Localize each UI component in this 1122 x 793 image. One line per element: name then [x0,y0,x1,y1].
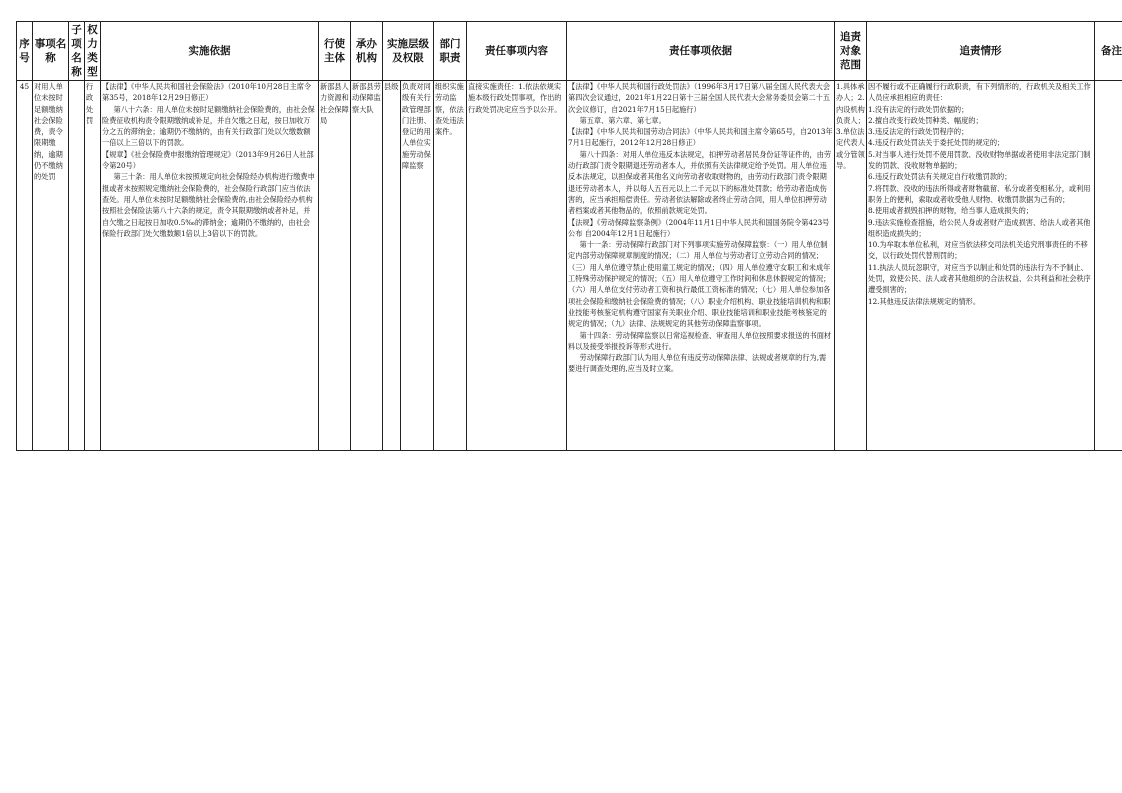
circumstance-line: 7.将罚款、没收的违法所得或者财物截留、私分或者变相私分，或利用职务上的便利，索取或者收受他人财物、收缴罚款据为己有的； [868,183,1091,204]
header-dept-duty: 部门职责 [434,22,467,81]
resp-basis-line: 第十四条：劳动保障监察以日常巡视检查、审查用人单位按照要求报送的书面材料以及接受举报投诉等形式进行。 [568,330,832,351]
basis-line: 【规章】《社会保险费申报缴纳管理规定》（2013年9月26日人社部令第20号） [102,149,314,171]
circumstance-line: 11.执法人员玩忽职守，对应当予以制止和处罚的违法行为不予制止、处罚，致使公民、法人或者其他组织的合法权益、公共利益和社会秩序遭受损害的； [868,262,1091,295]
circumstance-line: 2.擅自改变行政处罚种类、幅度的； [868,115,983,125]
cell-dept-duty: 组织实施劳动监察，依法查处违法案件。 [434,81,467,451]
cell-accountable: 1.具体承办人；2.内设机构负责人；3.单位法定代表人或分管领导。 [835,81,867,451]
circumstance-line: 1.没有法定的行政处罚依据的； [868,104,969,114]
header-circumstances: 追责情形 [867,22,1095,81]
resp-basis-line: 劳动保障行政部门认为用人单位有违反劳动保障法律、法规或者规章的行为,需要进行调查处理的,应当及时立案。 [568,353,827,374]
cell-sub-item-name [69,81,85,451]
header-power-type: 权力类型 [85,22,101,81]
header-agency: 承办机构 [351,22,383,81]
cell-circumstances [867,81,1095,451]
circumstance-line: 因不履行或不正确履行行政职责，有下列情形的，行政机关及相关工作人员应承担相应的责任： [868,82,1091,103]
resp-basis-line: 【法律】《中华人民共和国劳动合同法》（中华人民共和国主席令第65号，自2013年7月1日起施行，2012年12月28日修正） [568,127,833,148]
header-subject: 行使主体 [319,22,351,81]
header-level: 实施层级及权限 [383,22,434,81]
cell-basis [101,81,319,451]
header-item-name: 事项名称 [33,22,69,81]
header-basis: 实施依据 [101,22,319,81]
cell-item-name: 对用人单位未按时足额缴纳社会保险费，责令限期缴纳，逾期仍不缴纳的处罚 [33,81,69,451]
header-remark: 备注 [1095,22,1122,81]
cell-resp-basis [567,81,835,451]
basis-line: 第八十六条：用人单位未按时足额缴纳社会保险费的，由社会保险费征收机构责令限期缴纳或补足，并自欠缴之日起，按日加收万分之五的滞纳金；逾期仍不缴纳的，由有关行政部门处以欠缴数额一倍以上三倍以下的罚款。 [102,104,315,148]
header-row [17,22,1122,81]
basis-line: 【法律】《中华人民共和国社会保险法》（2010年10月28日主席令第35号，2018年12月29日修正） [102,82,312,103]
cell-seq: 45 [17,81,33,451]
resp-basis-line: 【法规】《劳动保障监察条例》（2004年11月1日中华人民共和国国务院令第423号公布 自2004年12月1日起施行） [568,217,830,238]
cell-power-type: 行政处罚 [85,81,101,451]
circumstance-line: 6.违反行政处罚法有关规定自行收缴罚款的； [868,172,1012,182]
cell-resp-content: 直接实施责任：1.依法依规实施本级行政处罚事项，作出的行政处罚决定应当予以公开。 [467,81,567,451]
cell-agency: 新邵县劳动保障监察大队 [351,81,383,451]
circumstance-line: 5.对当事人进行处罚不使用罚款、没收财物单据或者使用非法定部门制发的罚款、没收财物单据的； [868,149,1091,171]
circumstance-line: 8.使用或者损毁扣押的财物，给当事人造成损失的； [868,206,1033,216]
header-seq: 序号 [17,22,33,81]
circumstance-line: 12.其他违反法律法规规定的情形。 [868,296,981,306]
resp-basis-line: 【法律】《中华人民共和国行政处罚法》（1996年3月17日第八届全国人民代表大会第四次会议通过，2021年1月22日第十三届全国人民代表大会常务委员会第二十五次会议修订，自2021年7月15日起施行） [568,82,831,114]
resp-basis-line: 第十一条：劳动保障行政部门对下列事项实施劳动保障监察：（一）用人单位制定内部劳动保障规章制度的情况；（二）用人单位与劳动者订立劳动合同的情况；（三）用人单位遵守禁止使用童工规定的情况；（四）用人单位遵守女职工和未成年工特殊劳动保护规定的情况；（五）用人单位遵守工作时间和休息休假规定的情况；（六）用人单位支付劳动者工资和执行最低工资标准的情况；（七）用人单位参加各项社会保险和缴纳社会保险费的情况；（八）职业介绍机构、职业技能培训机构和职业技能考核鉴定机构遵守国家有关职业介绍、职业技能培训和职业技能考核鉴定的规定的情况；（九）法律、法规规定的其他劳动保障监察事项。 [568,240,831,329]
circumstance-line: 4.违反行政处罚法关于委托处罚的规定的； [868,138,1005,148]
circumstance-line: 9.违法实施检查措施，给公民人身或者财产造成损害、给法人或者其他组织造成损失的； [868,217,1091,238]
header-accountable: 追责对象范围 [835,22,867,81]
basis-line: 第三十条：用人单位未按照规定向社会保险经办机构进行缴费申报或者未按照规定缴纳社会保险费的，社会保险行政部门应当依法查处。用人单位未按时足额缴纳社会保险费的,由社会保险经办机构按照社会保险法第八十六条的规定，责令其限期缴纳或者补足，并自欠缴之日起按日加收0.5‰的滞纳金；逾期仍不缴纳的，由社会保险行政部门处欠缴数额1倍以上3倍以下的罚款。 [102,172,315,238]
cell-subject: 新邵县人力资源和社会保障局 [319,81,351,451]
resp-basis-line: 第八十四条：对用人单位违反本法规定，扣押劳动者居民身份证等证件的，由劳动行政部门责令限期退还劳动者本人，并依照有关法律规定给予处罚。用人单位违反本法规定，以担保或者其他名义向劳动者收取财物的，由劳动行政部门责令限期退还劳动者本人，并以每人五百元以上二千元以下的标准处罚款；给劳动者造成伤害的，应当承担赔偿责任。劳动者依法解除或者终止劳动合同，用人单位扣押劳动者档案或者其他物品的，依照前款规定处罚。 [568,149,832,216]
circumstance-line: 3.违反法定的行政处罚程序的； [868,127,969,137]
cell-level-scope: 负责对同级有关行政管理部门注册、登记的用人单位实施劳动保障监察 [401,81,434,451]
header-resp-basis: 责任事项依据 [567,22,835,81]
cell-level: 县级 [383,81,401,451]
header-sub-item-name: 子项名称 [69,22,85,81]
circumstance-line: 10.为牟取本单位私利，对应当依法移交司法机关追究刑事责任的不移交，以行政处罚代替刑罚的； [868,240,1088,261]
header-resp-content: 责任事项内容 [467,22,567,81]
resp-basis-line: 第五章、第六章、第七章。 [579,115,666,125]
responsibility-table [16,21,1122,451]
cell-remark [1095,81,1122,451]
table-row [17,81,1122,451]
